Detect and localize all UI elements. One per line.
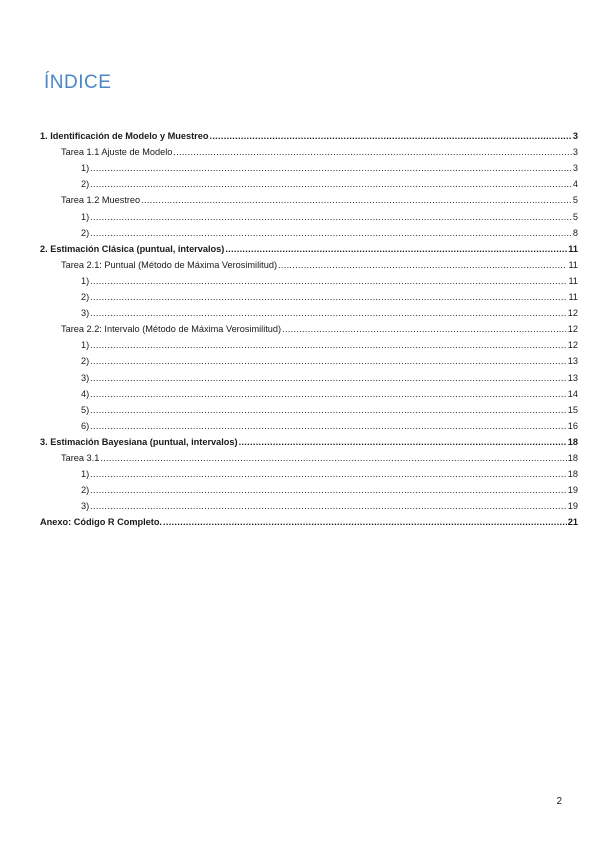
toc-entry-page: 5 [572, 211, 578, 222]
toc-item-entry[interactable] [40, 400, 578, 416]
toc-entry-label: 1) [81, 340, 90, 351]
toc-subsection-entry[interactable] [40, 190, 578, 206]
toc-entry-label: 4) [81, 388, 90, 399]
toc-entry-label: 1) [81, 211, 90, 222]
toc-dot-leader [90, 372, 567, 384]
toc-entry-label: 3) [81, 372, 90, 383]
toc-dot-leader [90, 500, 567, 512]
toc-entry-page: 11 [568, 259, 578, 270]
toc-entry-page: 16 [567, 420, 578, 431]
toc-item-entry[interactable] [40, 271, 578, 287]
toc-entry-page: 18 [567, 469, 578, 480]
toc-entry-page: 11 [568, 243, 578, 254]
toc-entry-label: 1) [81, 163, 90, 174]
toc-entry-label: 3. Estimación Bayesiana (puntual, intervalos) [40, 436, 238, 447]
toc-subsection-entry[interactable] [40, 319, 578, 335]
toc-entry-page: 19 [567, 501, 578, 512]
toc-dot-leader [90, 388, 567, 400]
toc-entry-label: Tarea 1.2 Muestreo [61, 195, 141, 206]
toc-dot-leader [90, 484, 567, 496]
toc-dot-leader [163, 516, 567, 528]
toc-entry-page: 12 [567, 308, 578, 319]
toc-entry-label: 2) [81, 485, 90, 496]
toc-entry-label: 5) [81, 404, 90, 415]
toc-dot-leader [209, 130, 571, 142]
toc-dot-leader [100, 452, 566, 464]
toc-dot-leader [278, 259, 567, 271]
toc-dot-leader [90, 227, 572, 239]
toc-entry-page: 8 [572, 227, 578, 238]
toc-dot-leader [173, 146, 572, 158]
toc-item-entry[interactable] [40, 384, 578, 400]
toc-entry-page: 15 [567, 404, 578, 415]
toc-section-entry[interactable] [40, 239, 578, 255]
toc-section-entry[interactable] [40, 432, 578, 448]
toc-entry-label: Tarea 3.1 [61, 452, 100, 463]
toc-entry-label: 6) [81, 420, 90, 431]
toc-item-entry[interactable] [40, 496, 578, 512]
toc-item-entry[interactable] [40, 351, 578, 367]
toc-entry-page: 18 [567, 452, 578, 463]
toc-dot-leader [225, 243, 567, 255]
toc-entry-page: 12 [567, 324, 578, 335]
toc-dot-leader [90, 211, 572, 223]
toc-item-entry[interactable] [40, 158, 578, 174]
toc-entry-label: Tarea 2.1: Puntual (Método de Máxima Verosimilitud) [61, 259, 278, 270]
toc-entry-page: 11 [568, 275, 578, 286]
toc-entry-page: 3 [572, 147, 578, 158]
toc-entry-label: Tarea 1.1 Ajuste de Modelo [61, 147, 173, 158]
toc-dot-leader [239, 436, 567, 448]
toc-dot-leader [90, 178, 572, 190]
toc-item-entry[interactable] [40, 174, 578, 190]
toc-dot-leader [90, 420, 567, 432]
toc-dot-leader [90, 468, 567, 480]
toc-entry-label: 2. Estimación Clásica (puntual, intervalos) [40, 243, 225, 254]
toc-item-entry[interactable] [40, 367, 578, 383]
toc-item-entry[interactable] [40, 416, 578, 432]
toc-dot-leader [90, 291, 567, 303]
toc-entry-page: 13 [567, 356, 578, 367]
toc-item-entry[interactable] [40, 287, 578, 303]
page-title: ÍNDICE [44, 72, 112, 93]
toc-dot-leader [282, 323, 567, 335]
toc-section-entry[interactable] [40, 126, 578, 142]
toc-entry-label: 2) [81, 227, 90, 238]
toc-entry-label: 1) [81, 275, 90, 286]
toc-entry-page: 19 [567, 485, 578, 496]
toc-entry-page: 3 [572, 131, 578, 142]
toc-entry-page: 4 [572, 179, 578, 190]
toc-section-entry[interactable] [40, 512, 578, 528]
toc-entry-label: 1) [81, 469, 90, 480]
toc-entry-label: 2) [81, 292, 90, 303]
toc-item-entry[interactable] [40, 223, 578, 239]
toc-entry-label: Anexo: Código R Completo. [40, 517, 162, 528]
toc-item-entry[interactable] [40, 335, 578, 351]
toc-entry-page: 11 [568, 292, 578, 303]
toc-entry-label: 1. Identificación de Modelo y Muestreo [40, 131, 209, 142]
toc-entry-page: 21 [567, 517, 578, 528]
toc-dot-leader [90, 339, 567, 351]
toc-subsection-entry[interactable] [40, 255, 578, 271]
toc-entry-label: Tarea 2.2: Intervalo (Método de Máxima Verosimilitud) [61, 324, 282, 335]
toc-entry-page: 13 [567, 372, 578, 383]
toc-entry-page: 18 [567, 436, 578, 447]
toc-entry-page: 5 [572, 195, 578, 206]
toc-entry-label: 3) [81, 308, 90, 319]
toc-entry-page: 12 [567, 340, 578, 351]
toc-dot-leader [90, 355, 567, 367]
toc-dot-leader [90, 275, 567, 287]
toc-dot-leader [141, 194, 572, 206]
toc-entry-page: 14 [567, 388, 578, 399]
toc-entry-label: 3) [81, 501, 90, 512]
toc-entry-label: 2) [81, 179, 90, 190]
toc-entry-page: 3 [572, 163, 578, 174]
toc-item-entry[interactable] [40, 480, 578, 496]
toc-subsection-entry[interactable] [40, 142, 578, 158]
toc-dot-leader [90, 307, 567, 319]
toc-item-entry[interactable] [40, 206, 578, 222]
toc-dot-leader [90, 162, 572, 174]
toc-item-entry[interactable] [40, 303, 578, 319]
toc-entry-label: 2) [81, 356, 90, 367]
toc-subsection-entry[interactable] [40, 448, 578, 464]
table-of-contents [40, 126, 578, 528]
toc-dot-leader [90, 404, 567, 416]
page-number: 2 [556, 796, 562, 807]
toc-item-entry[interactable] [40, 464, 578, 480]
